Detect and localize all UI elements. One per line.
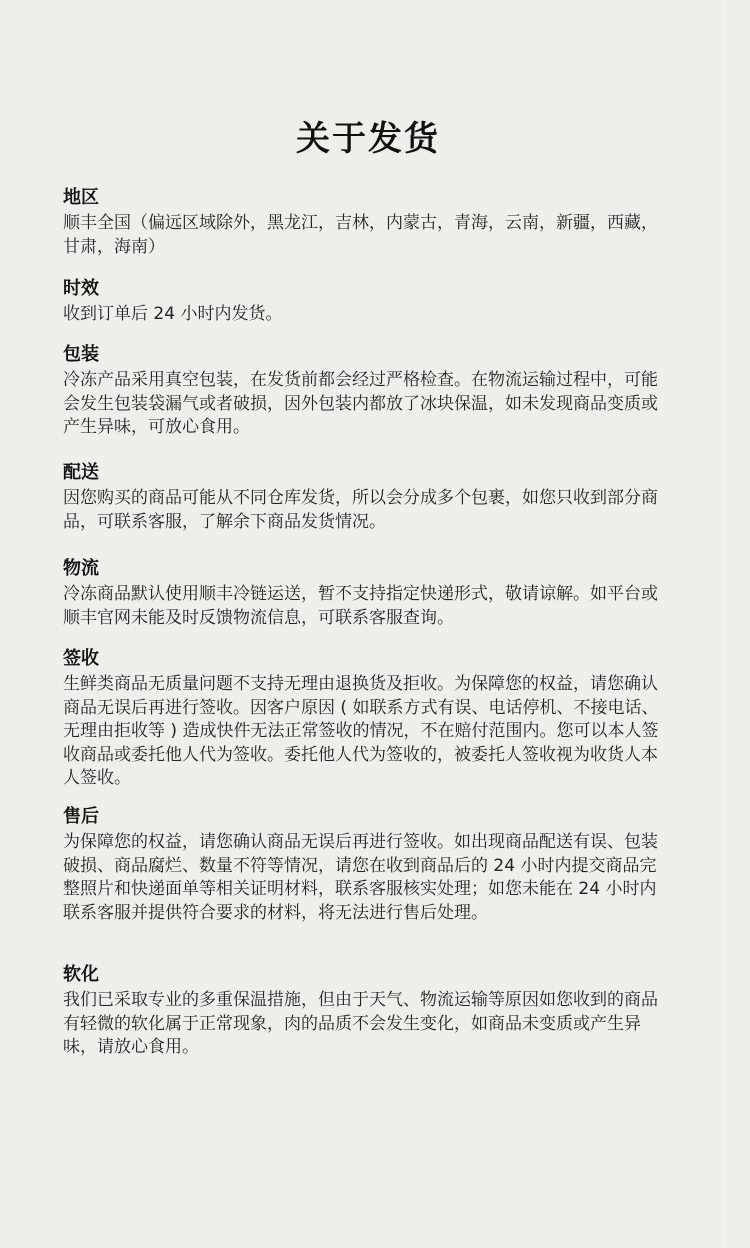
section-body: 为保障您的权益，请您确认商品无误后再进行签收。如出现商品配送有误、包装破损、商品腐烂、数量不符等情况，请您在收到商品后的 24 小时内提交商品完整照片和快递面单等相关证明材料，联系客服核实处理；如您未能在 24 小时内联系客服并提供符合要求的材料，将无法进行售后处理。 [63,832,658,923]
section-region [63,185,673,259]
section-heading: 配送 [63,462,99,483]
section-softening [63,962,673,1060]
section-body: 收到订单后 24 小时内发货。 [63,304,283,324]
section-body: 顺丰全国（偏远区域除外，黑龙江，吉林，内蒙古，青海，云南，新疆，西藏，甘肃，海南） [63,213,658,257]
section-body: 冷冻产品采用真空包装，在发货前都会经过严格检查。在物流运输过程中，可能会发生包装袋漏气或者破损，因外包装内都放了冰块保温，如未发现商品变质或产生异味，可放心食用。 [63,370,658,437]
section-body: 生鲜类商品无质量问题不支持无理由退换货及拒收。为保障您的权益，请您确认商品无误后再进行签收。因客户原因 ( 如联系方式有误、电话停机、不接电话、无理由拒收等 ) 造成快件无法正常签收的情况，不在赔付范围内。您可以本人签收商品或委托他人代为签收。委托他人代为签收的，被委托人签收视为收货人本人签收。 [63,674,659,788]
section-delivery [63,460,673,534]
section-heading: 签收 [63,648,99,669]
section-receipt [63,646,673,791]
section-heading: 时效 [63,278,99,299]
section-logistics [63,556,673,630]
section-after-sales [63,804,673,925]
section-heading: 物流 [63,558,99,579]
section-body: 因您购买的商品可能从不同仓库发货，所以会分成多个包裹，如您只收到部分商品，可联系客服，了解余下商品发货情况。 [63,488,658,532]
right-edge-divider [723,0,724,1248]
section-body: 冷冻商品默认使用顺丰冷链运送，暂不支持指定快递形式，敬请谅解。如平台或顺丰官网未能及时反馈物流信息，可联系客服查询。 [63,584,658,628]
page-title: 关于发货 [296,119,440,159]
section-body: 我们已采取专业的多重保温措施，但由于天气、物流运输等原因如您收到的商品有轻微的软化属于正常现象，肉的品质不会发生变化，如商品未变质或产生异味，请放心食用。 [63,990,658,1057]
section-heading: 包装 [63,344,99,365]
section-heading: 售后 [63,806,99,827]
section-packaging [63,342,673,440]
section-heading: 软化 [63,964,99,985]
section-timeliness [63,276,673,327]
section-heading: 地区 [63,187,99,208]
